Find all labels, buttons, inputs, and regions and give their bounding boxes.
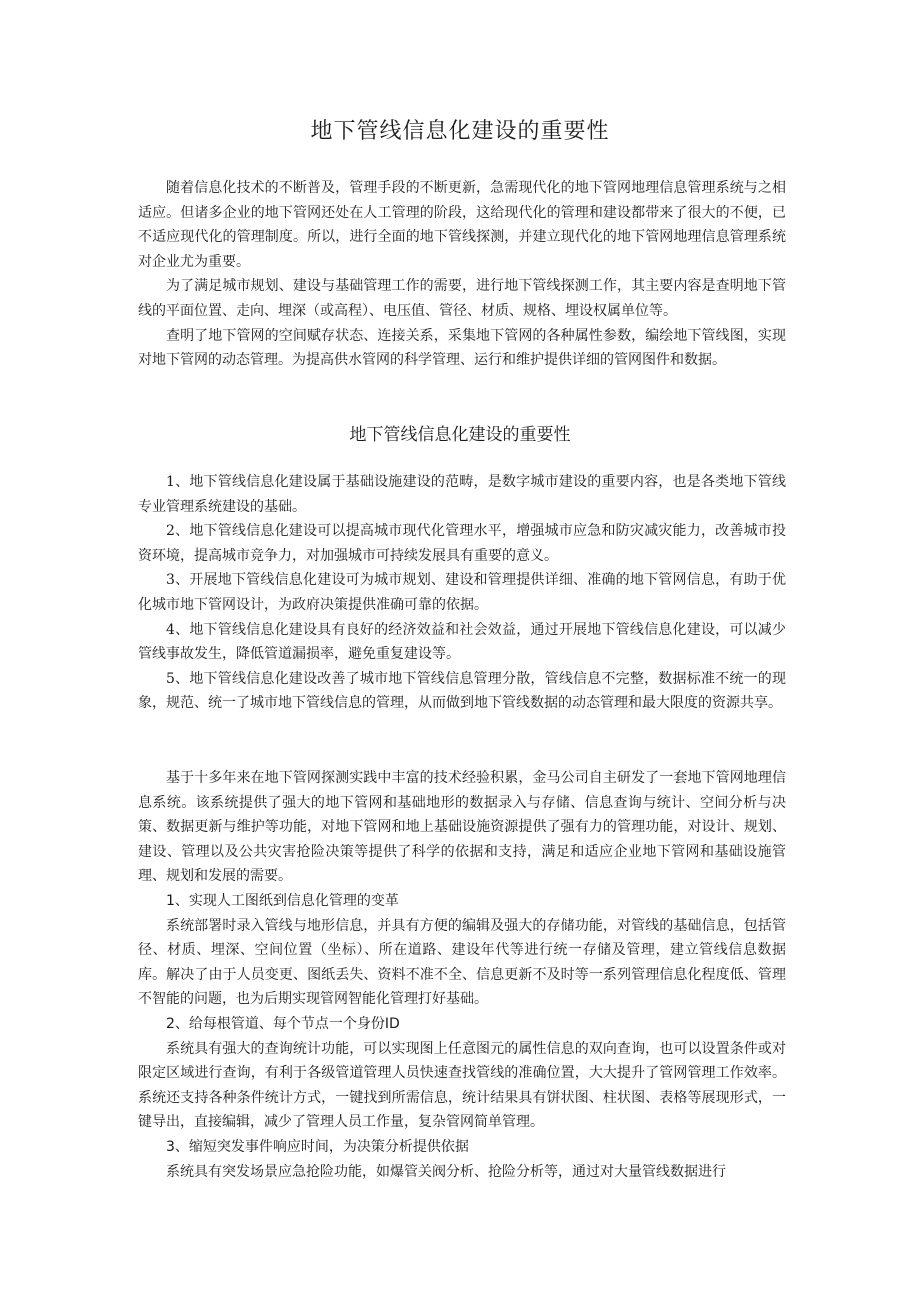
- feature-body: 系统部署时录入管线与地形信息，并具有方便的编辑及强大的存储功能，对管线的基础信息，包括管径、材质、埋深、空间位置（坐标）、所在道路、建设年代等进行统一存储及管理，建立管线信息数据库。解决了由于人员变更、图纸丢失、资料不准不全、信息更新不及时等一系列管理信息化程度低、管理不智能的问题，也为后期实现管网智能化管理打好基础。: [138, 917, 786, 1008]
- feature-body: 系统具有强大的查询统计功能，可以实现图上任意图元的属性信息的双向查询，也可以设置条件或对限定区域进行查询，有利于各级管道管理人员快速查找管线的准确位置，大大提升了管网管理工作效率。系统还支持各种条件统计方式，一键找到所需信息，统计结果具有饼状图、柱状图、表格等展现形式，一键导出，直接编辑，减少了管理人员工作量，复杂管网简单管理。: [138, 1040, 786, 1131]
- point-paragraph: 2、地下管线信息化建设可以提高城市现代化管理水平，增强城市应急和防灾减灾能力，改善城市投资环境，提高城市竞争力，对加强城市可持续发展具有重要的意义。: [138, 523, 786, 564]
- system-section: [138, 766, 786, 1184]
- importance-points: [138, 470, 786, 716]
- intro-paragraph: 随着信息化技术的不断普及，管理手段的不断更新，急需现代化的地下管网地理信息管理系统与之相适应。但诸多企业的地下管网还处在人工管理的阶段，这给现代化的管理和建设都带来了很大的不便，已不适应现代化的管理制度。所以，进行全面的地下管线探测，并建立现代化的地下管网地理信息管理系统对企业尤为重要。: [138, 180, 786, 270]
- feature-heading: 3、缩短突发事件响应时间，为决策分析提供依据: [166, 1138, 469, 1155]
- intro-section: [138, 176, 786, 373]
- point-paragraph: 4、地下管线信息化建设具有良好的经济效益和社会效益，通过开展地下管线信息化建设，可以减少管线事故发生，降低管道漏损率，避免重复建设等。: [138, 621, 786, 663]
- point-paragraph: 3、开展地下管线信息化建设可为城市规划、建设和管理提供详细、准确的地下管网信息，有助于优化城市地下管网设计，为政府决策提供准确可靠的依据。: [138, 572, 786, 613]
- point-paragraph: 1、地下管线信息化建设属于基础设施建设的范畴，是数字城市建设的重要内容，也是各类地下管线专业管理系统建设的基础。: [138, 474, 786, 515]
- feature-heading: 1、实现人工图纸到信息化管理的变革: [166, 892, 399, 909]
- document-title: 地下管线信息化建设的重要性: [310, 119, 610, 144]
- intro-paragraph: 查明了地下管网的空间赋存状态、连接关系，采集地下管网的各种属性参数，编绘地下管线图，实现对地下管网的动态管理。为提高供水管网的科学管理、运行和维护提供详细的管网图件和数据。: [138, 327, 786, 369]
- point-paragraph: 5、地下管线信息化建设改善了城市地下管线信息管理分散，管线信息不完整，数据标准不统一的现象，规范、统一了城市地下管线信息的管理，从而做到地下管线数据的动态管理和最大限度的资源共享。: [138, 670, 786, 712]
- feature-heading: 2、给每根管道、每个节点一个身份ID: [166, 1015, 400, 1032]
- intro-paragraph: 为了满足城市规划、建设与基础管理工作的需要，进行地下管线探测工作，其主要内容是查明地下管线的平面位置、走向、埋深（或高程）、电压值、管径、材质、规格、埋设权属单位等。: [138, 278, 786, 319]
- section-title: 地下管线信息化建设的重要性: [349, 425, 571, 445]
- feature-body: 系统具有突发场景应急抢险功能，如爆管关阀分析、抢险分析等，通过对大量管线数据进行: [166, 1163, 726, 1180]
- company-intro-paragraph: 基于十多年来在地下管网探测实践中丰富的技术经验积累，金马公司自主研发了一套地下管网地理信息系统。该系统提供了强大的地下管网和基础地形的数据录入与存储、信息查询与统计、空间分析与决策、数据更新与维护等功能，对地下管网和地上基础设施资源提供了强有力的管理功能，对设计、规划、建设、管理以及公共灾害抢险决策等提供了科学的依据和支持，满足和适应企业地下管网和基础设施管理、规划和发展的需要。: [138, 770, 786, 885]
